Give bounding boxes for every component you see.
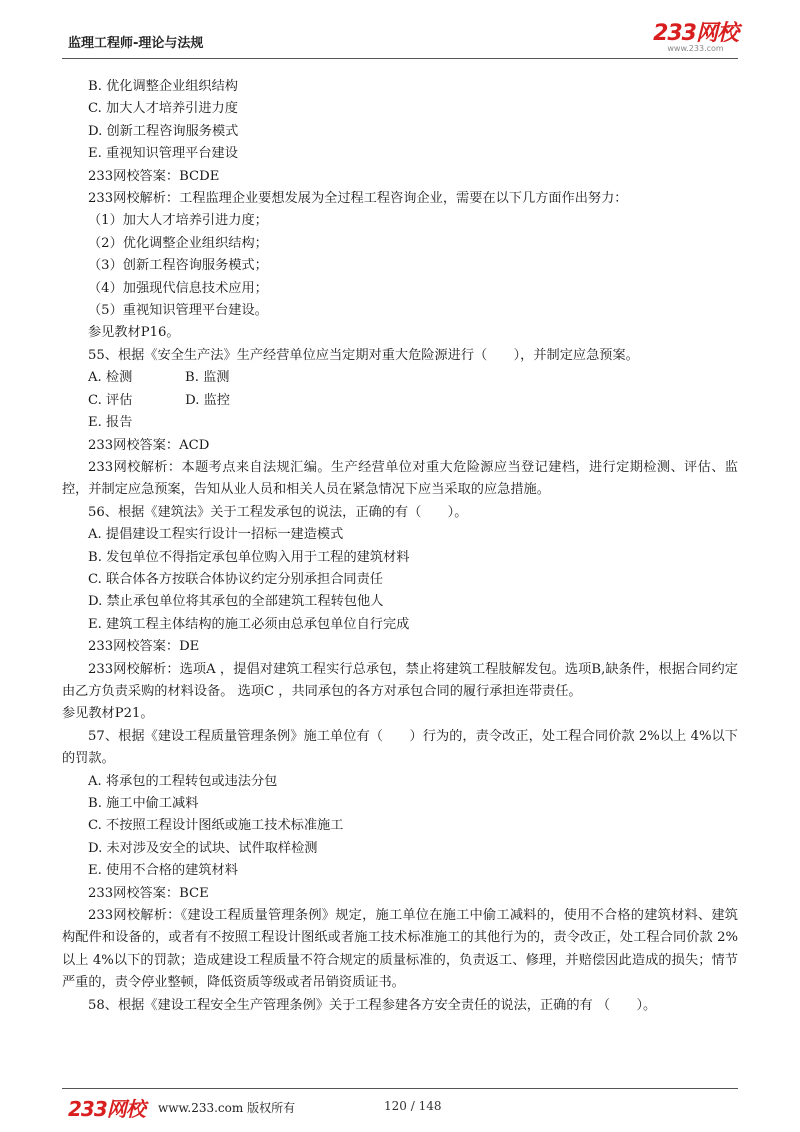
option-line: C. 加大人才培养引进力度	[88, 101, 238, 117]
brand-logo-text: 233网校	[653, 21, 738, 46]
analysis-item: （4）加强现代信息技术应用；	[88, 280, 268, 296]
option-line: C. 评估 D. 监控	[88, 392, 230, 408]
option-line: B. 发包单位不得指定承包单位购入用于工程的建筑材料	[88, 549, 410, 565]
brand-logo[interactable]	[653, 22, 738, 53]
footer-divider	[62, 1088, 738, 1089]
analysis-item: （2）优化调整企业组织结构；	[88, 235, 268, 251]
option-line: B. 优化调整企业组织结构	[88, 79, 238, 94]
page-content	[62, 76, 738, 1017]
option-line: E. 使用不合格的建筑材料	[88, 863, 238, 879]
brand-logo-url: www.233.com	[667, 44, 724, 53]
answer-line: 233网校答案：BCDE	[88, 168, 220, 184]
question-56: 56、根据《建筑法》关于工程发承包的说法，正确的有（ ）。	[88, 504, 468, 520]
option-line: D. 未对涉及安全的试块、试件取样检测	[88, 840, 318, 856]
option-line: A. 提倡建设工程实行设计一招标一建造模式	[88, 527, 344, 543]
footer-copyright: www.233.com 版权所有	[158, 1101, 296, 1115]
option-line: A. 将承包的工程转包或违法分包	[88, 773, 278, 789]
option-line: C. 不按照工程设计图纸或施工技术标准施工	[88, 818, 344, 834]
reference-line: 参见教材P21。	[62, 706, 154, 722]
analysis-line: 233网校解析：本题考点来自法规汇编。生产经营单位对重大危险源应当登记建档，进行定期检测、评估、监控，并制定应急预案，告知从业人员和相关人员在紧急情况下应当采取的应急措施。	[62, 459, 738, 498]
option-line: D. 创新工程咨询服务模式	[88, 123, 239, 139]
analysis-line: 233网校解析：选项A ，提倡对建筑工程实行总承包，禁止将建筑工程肢解发包。选项B,缺条件，根据合同约定由乙方负责采购的材料设备。 选项C ，共同承包的各方对承包合同的履行承担连带责任。	[62, 661, 738, 699]
header-divider	[62, 58, 738, 59]
option-line: E. 报告	[88, 415, 133, 431]
question-55: 55、根据《安全生产法》生产经营单位应当定期对重大危险源进行（ ），并制定应急预案。	[88, 347, 639, 363]
reference-line: 参见教材P16。	[88, 325, 180, 341]
analysis-item: （3）创新工程咨询服务模式；	[88, 258, 268, 274]
option-line: E. 建筑工程主体结构的施工必须由总承包单位自行完成	[88, 616, 410, 632]
option-line: A. 检测 B. 监测	[88, 370, 230, 386]
analysis-item: （1）加大人才培养引进力度；	[88, 213, 268, 229]
document-title: 监理工程师-理论与法规	[68, 36, 204, 51]
page-footer	[62, 1093, 738, 1121]
answer-line: 233网校答案：ACD	[88, 437, 210, 453]
answer-line: 233网校答案：DE	[88, 639, 200, 655]
page-number: 120 / 148	[384, 1099, 442, 1113]
footer-logo[interactable]: 233网校	[68, 1097, 145, 1121]
option-line: D. 禁止承包单位将其承包的全部建筑工程转包他人	[88, 594, 384, 610]
option-line: E. 重视知识管理平台建设	[88, 146, 238, 162]
analysis-line: 233网校解析：工程监理企业要想发展为全过程工程咨询企业，需要在以下几方面作出努力：	[88, 191, 628, 207]
page-header	[62, 20, 738, 60]
question-58: 58、根据《建设工程安全生产管理条例》关于工程参建各方安全责任的说法，正确的有 （ ）。	[88, 997, 657, 1013]
answer-line: 233网校答案：BCE	[88, 885, 209, 901]
question-57: 57、根据《建设工程质量管理条例》施工单位有（ ）行为的，责令改正，处工程合同价款 2%以上 4%以下的罚款。	[62, 728, 738, 767]
analysis-line: 233网校解析：《建设工程质量管理条例》规定，施工单位在施工中偷工减料的，使用不合格的建筑材料、建筑构配件和设备的，或者有不按照工程设计图纸或者施工技术标准施工的其他行为的，责令改正，处工程合同价款 2%以上 4%以下的罚款；造成建设工程质量不符合规定的质量标准的，负责返工、修理，并赔偿因此造成的损失；情节严重的，责令停业整顿，降低资质等级或者吊销资质证书。	[62, 908, 738, 991]
analysis-item: （5）重视知识管理平台建设。	[88, 303, 268, 319]
option-line: B. 施工中偷工减料	[88, 796, 199, 811]
option-line: C. 联合体各方按联合体协议约定分别承担合同责任	[88, 571, 383, 587]
